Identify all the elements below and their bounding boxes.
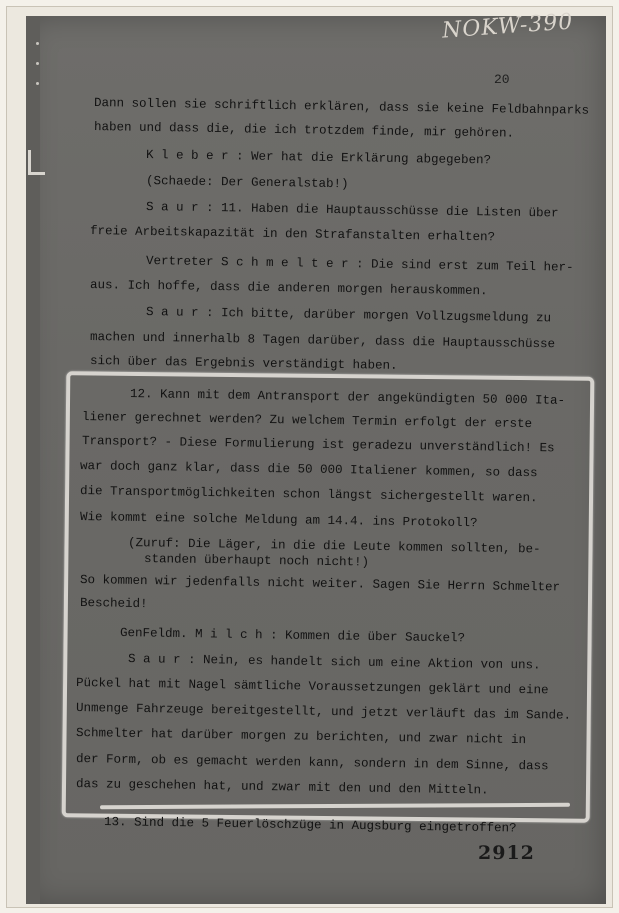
text-line: 13. Sind die 5 Feuerlöschzüge in Augsburg eingetroffen? xyxy=(103,815,517,836)
text-line: machen und innerhalb 8 Tagen darüber, dass die Hauptausschüsse xyxy=(89,330,556,352)
page-number: 20 xyxy=(494,72,510,87)
text-line: sich über das Ergebnis verständigt haben. xyxy=(89,354,398,373)
corner-mark xyxy=(28,150,45,175)
text-line: S a u r : 11. Haben die Hauptausschüsse die Listen über xyxy=(145,200,559,221)
text-line: liener gerechnet werden? Zu welchem Termin erfolgt der erste xyxy=(81,410,533,432)
text-line: GenFeldm. M i l c h : Kommen die über Sauckel? xyxy=(119,626,466,646)
text-line: Transport? - Diese Formulierung ist geradezu unverständlich! Es xyxy=(81,434,555,456)
text-line: freie Arbeitskapazität in den Strafanstalten erhalten? xyxy=(89,224,496,245)
text-line: aus. Ich hoffe, dass die anderen morgen herauskommen. xyxy=(89,278,488,299)
text-line: war doch ganz klar, dass die 50 000 Italiener kommen, so dass xyxy=(79,459,538,481)
punch-dot xyxy=(36,82,39,85)
text-line: Pückel hat mit Nagel sämtliche Voraussetzungen geklärt und eine xyxy=(75,676,549,698)
text-line: K l e b e r : Wer hat die Erklärung abgegeben? xyxy=(145,148,492,168)
text-line: So kommen wir jedenfalls nicht weiter. Sagen Sie Herrn Schmelter xyxy=(79,573,561,595)
text-line: 12. Kann mit dem Antransport der angekündigten 50 000 Ita- xyxy=(129,387,566,408)
text-line: S a u r : Ich bitte, darüber morgen Vollzugsmeldung zu xyxy=(145,305,552,326)
text-line: das zu geschehen hat, und zwar mit den und den Mitteln. xyxy=(75,777,489,798)
text-line: S a u r : Nein, es handelt sich um eine Aktion von uns. xyxy=(127,652,541,673)
punch-dot xyxy=(36,42,39,45)
reference-mark: NOKW-390 xyxy=(441,9,575,44)
punch-dot xyxy=(36,62,39,65)
text-line: Schmelter hat darüber morgen zu berichten, und zwar nicht in xyxy=(75,726,527,748)
text-line: Vertreter S c h m e l t e r : Die sind erst zum Teil her- xyxy=(145,254,574,275)
text-line: haben und dass die, die ich trotzdem finde, mir gehören. xyxy=(93,120,515,141)
document-number: 2912 xyxy=(478,842,535,864)
text-line: die Transportmöglichkeiten schon längst sichergestellt waren. xyxy=(79,484,538,506)
text-line: der Form, ob es gemacht werden kann, sondern in dem Sinne, dass xyxy=(75,752,549,774)
text-line: (Schaede: Der Generalstab!) xyxy=(145,174,349,192)
text-line: standen überhaupt noch nicht!) xyxy=(143,552,370,570)
text-line: Bescheid! xyxy=(79,596,148,612)
text-line: (Zuruf: Die Läger, in die die Leute kommen sollten, be- xyxy=(127,536,541,557)
text-line: Unmenge Fahrzeuge bereitgestellt, und jetzt verläuft das im Sande. xyxy=(75,701,572,723)
text-line: Dann sollen sie schriftlich erklären, dass sie keine Feldbahnparks xyxy=(93,96,590,118)
text-line: Wie kommt eine solche Meldung am 14.4. ins Protokoll? xyxy=(79,510,478,531)
